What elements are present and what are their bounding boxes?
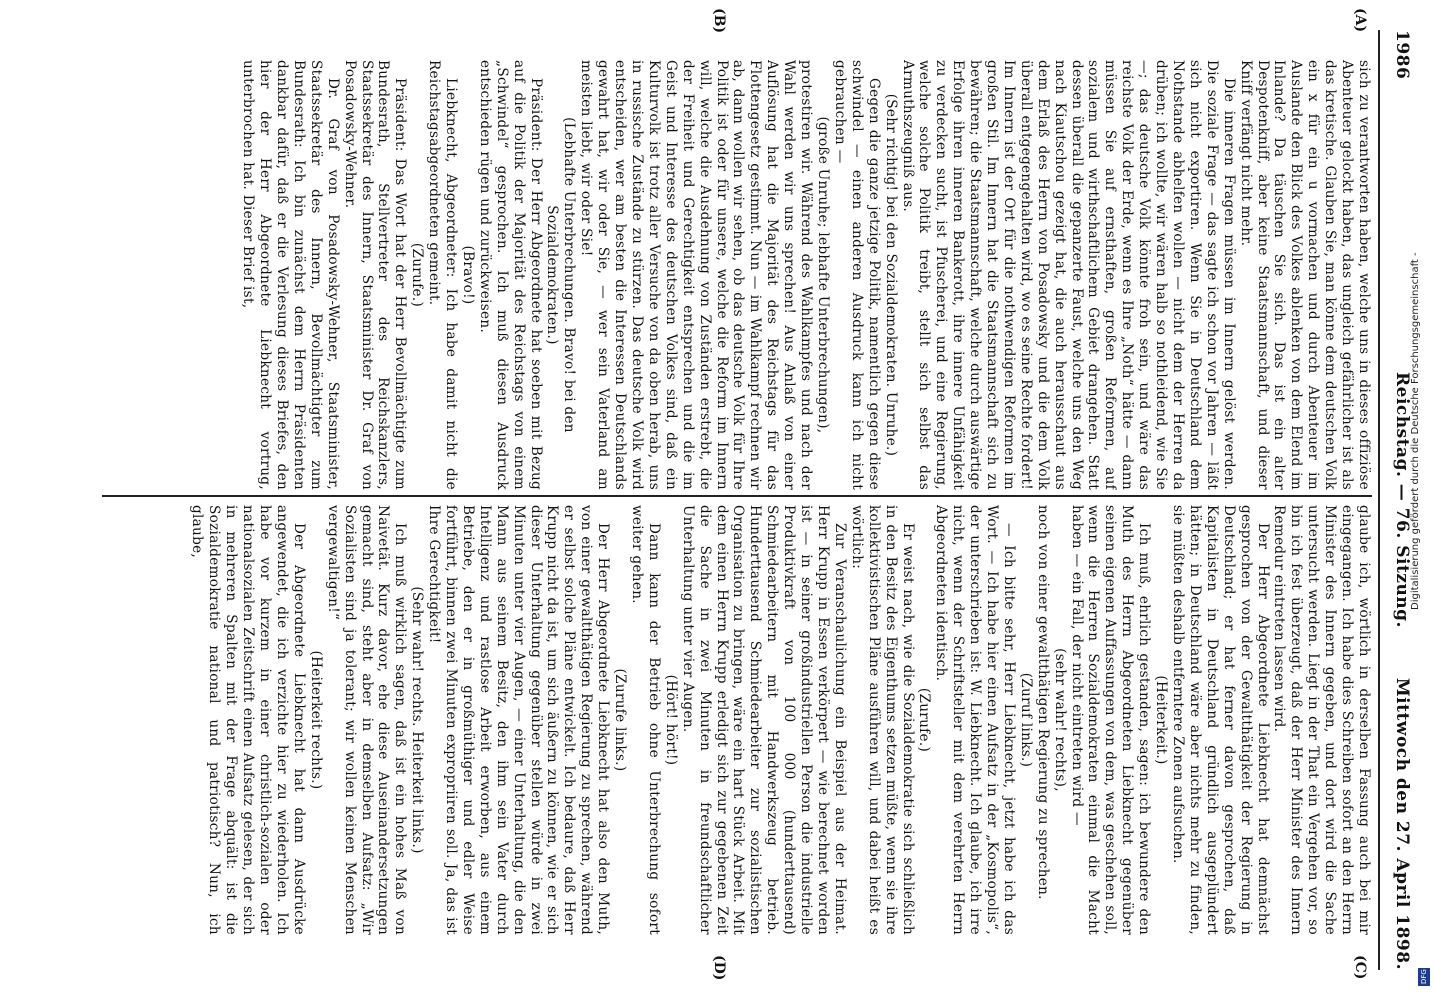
paragraph: glaube ich, wörtlich in derselben Fassung auch bei mir eingegangen. Ich habe dies Schreiben sofort an den Herrn Minister des Innern gegeben, und dort wird die Sache untersucht werden. Liegt in der That ein Vergehen vor, so bin ich fest überzeugt, daß der Herr Minister des Innern Remedur eintreten lassen wird. — [1271, 505, 1372, 935]
interjection: (Lebhafte Unterbrechungen. Bravo! bei den Sozialdemokraten.) — [544, 117, 578, 433]
text-column-left — [102, 60, 1372, 490]
paragraph: Dr. Graf von Posadowsky-Wehner, Staatsminister, Staatssekretär des Innern, Bevollmächtigter zum Bundesrath: Ich bin zunächst dem Herrn Präsidenten dankbar dafür, daß er die Verlesung dieses Briefes, den hier der Herr Abgeordnete Liebknecht vortrug, unterbrochen hat. Dieser Brief ist, — [240, 60, 341, 490]
interjection: (große Unruhe; lebhafte Unterbrechungen), — [815, 116, 831, 434]
margin-mark-c: (C) — [1352, 955, 1368, 980]
paragraph: Ich muß wirklich sagen, daß ist ein hohes Maß von Naivetät. Kurz davor, ehe diese Auseinandersetzungen gemacht sind, steht aber in demselben Aufsatz: „Wir Sozialisten sind ja tolerant; wir wollen keinen Menschen vergewaltigen!“ — [324, 505, 409, 935]
dfg-logo: DFG — [1420, 969, 1428, 985]
paragraph: Er weist nach, wie die Sozialdemokratie sich schließlich in den Besitz des Eigenthums setzen müßte, wenn sie ihre kollektivistischen Pläne ausführen will, und dabei heißt es wörtlich: — [848, 505, 916, 935]
interjection: (Zurufe links.) — [612, 668, 629, 772]
digitization-credit: Digitalisierung gefördert durch die Deutsche Forschungsgemeinschaft - — [1410, 252, 1421, 610]
interjection: (sehr wahr! rechts), — [1051, 648, 1068, 792]
running-header — [1384, 30, 1412, 970]
margin-mark-a: (A) — [1352, 8, 1368, 33]
paragraph: Die inneren Fragen müssen im Innern gelöst werden. Die soziale Frage — das sagte ich schon vor Jahren — läßt sich nicht exportiren. Wenn Sie in Deutschland dem Nothstande abhelfen wollen — nicht dem der Herren da drüben; ich wollte, wir wären halb so nothleidend, wie Sie —; das deutsche Volk könnte froh sein, und wäre das reichste Volk der Erde, wenn es Ihre „Noth“ hätte — dann müssen Sie auf ernsthaften, großen Reformen, auf sozialem und wirthschaftlichem Gebiet drangehen. Statt dessen überall die gepanzerte Faust, welche uns den Weg nach Kiautschou gezeigt hat, die auch herausschaut aus dem Erlaß des Herrn von Posadowsky und die dem Volk überall entgegengehalten wird, wo es seine Rechte fordert! Im Innern ist der Ort für die nothwendigen Reformen im großen Stil. Im Innern hat die Staatsmannschaft sich zu bewähren; die Staatsmannschaft, welche durch auswärtige Erfolge ihren inneren Bankerott, ihre innere Unfähigkeit zu verdecken sucht, ist Pfuscherei, und eine Regierung, welche solche Politik treibt, stellt sich selbst das Armuthszeugniß aus. — [899, 60, 1237, 490]
paragraph: Dann kann der Betrieb ohne Unterbrechung sofort weiter gehen. — [629, 505, 662, 935]
rotated-sheet — [40, 0, 1420, 1000]
paragraph: Gegen die ganze jetzige Politik, namentlich gegen diese schwindel — einen anderen Ausdruck kann ich nicht gebrauchen — — [831, 60, 882, 490]
paragraph: Der Abgeordnete Liebknecht hat dann Ausdrücke angewendet, die ich verzichte hier zu wiederholen. Ich habe vor kurzem in einer christlich-sozialen oder nationalsozialen Zeitschrift einen Aufsatz gelesen, der sich in mehreren Spalten mit der Frage abquält: ist die Sozialdemokratie national und patriotisch? Nun, ich glaube, — [189, 505, 307, 935]
header-title: Reichstag. — 76. Sitzung. — [1392, 372, 1412, 628]
interjection: (Zurufe.) — [409, 242, 426, 308]
header-date: Mittwoch den 27. April 1898. — [1392, 677, 1412, 970]
interjection: (Heiterkeit.) — [1153, 675, 1170, 765]
margin-mark-d: (D) — [711, 955, 727, 981]
text-column-right — [102, 505, 1372, 935]
interjection: (Zuruf links.) — [1017, 672, 1034, 768]
paragraph: Der Herr Abgeordnete Liebknecht hat also den Muth, von einer gewaltthätigen Regierung zu sprechen, während er selbst solche Pläne entwickelt. Ich bedaure, daß Herr Krupp nicht da ist, um sich äußern zu können, wie er sich dieser Unterhaltung gegenüber stellen würde in zwei Minuten unter vier Augen, — einer Unterhaltung, die den Mann aus seinem Besitz, den ihm sein Vater durch Intelligenz und rastlose Arbeit erworben, aus einem Betriebe, den er in großmüthiger und edler Weise fortführt, binnen zwei Minuten expropriiren soll. Ja, das ist Ihre Gerechtigkeit! — [426, 505, 612, 935]
paragraph: Ich muß, ehrlich gestanden, sagen: ich bewundere den Muth des Herrn Abgeordneten Liebknecht gegenüber seinen eigenen Auffassungen von dem, was geschehen soll, wenn die Herren Sozialdemokraten einmal die Macht haben — ein Fall, der nicht eintreten wird — — [1068, 505, 1153, 935]
paragraph: Präsident: Der Herr Abgeordnete hat soeben mit Bezug auf die Politik der Majorität des Reichstags von einem „Schwindel“ gesprochen. Ich muß diesen Ausdruck entschieden rügen und zurückweisen. — [476, 60, 544, 490]
column-divider — [102, 495, 1372, 497]
paragraph: noch von einer gewaltthätigen Regierung zu sprechen. — [1034, 505, 1051, 900]
page-number: 1986 — [1392, 30, 1412, 80]
paragraph: Liebknecht, Abgeordneter: Ich habe damit nicht die Reichstagsabgeordneten gemeint. — [426, 60, 460, 490]
interjection: (Heiterkeit rechts.) — [307, 650, 324, 790]
paragraph: sich zu verantworten haben, welche uns in dieses offiziöse Abenteuer gelockt haben, das ungleich gefährlicher ist als das kretische. Glauben Sie, man könne dem deutschen Volk ein x für ein u vormachen und durch Abenteuer im Auslande den Blick des Volkes ablenken von dem Elend im Inlande? Da täuschen Sie sich. Das ist ein alter Despotenkniff, aber keine Staatsmannschaft, und dieser Kniff verfängt nicht mehr. — [1237, 60, 1372, 490]
paragraph: protestiren wir. Während des Wahlkampfes und nach der Wahl werden wir uns sprechen! Aus Anlaß von einer Auflösung hat die Majorität des Reichstags für das Flottengesetz gestimmt. Nun — im Wahlkampf rechnen wir ab, dann wollen wir sehen, ob das deutsche Volk für Ihre Politik ist oder für unsere, welche die Reform im Innern will, welche die Ausdehnung von Zuständen erstrebt, die der Freiheit und Gerechtigkeit entsprechen und die im Geist und Interesse des deutschen Volkes sind, daß ein Kulturvolk ist trotz aller Versuche von da oben herab, uns in russische Zustände zu stürzen. Das deutsche Volk wird entscheiden, wer am besten die Interessen Deutschlands gewahrt hat, wir oder Sie, — wer sein Vaterland am meisten liebt, wir oder Sie! — [578, 60, 815, 490]
interjection: (Hört! hört!) — [662, 674, 679, 766]
interjection: (Zurufe.) — [916, 687, 933, 753]
paragraph: Präsident: Das Wort hat der Herr Bevollmächtigte zum Bundesrath, Stellvertreter des Reichskanzlers, Staatssekretär des Innern, Staatsminister Dr. Graf von Posadowsky-Wehner. — [341, 60, 409, 490]
paragraph: Der Herr Abgeordnete Liebknecht hat demnächst gesprochen von der Gewaltthätigkeit der Regierung in Deutschland; er hat ferner davon gesprochen, daß Kapitalisten in Deutschland gründlich ausgeplündert hätten; in Deutschland wäre aber nichts mehr zu finden, sie müßten deshalb entferntere Zonen aufsuchen. — [1170, 505, 1271, 935]
margin-mark-b: (B) — [711, 8, 727, 34]
interjection: (Sehr richtig! bei den Sozialdemokraten. Unruhe.) — [882, 93, 899, 457]
interjection: (Bravo!) — [459, 245, 476, 305]
quotation: Zur Veranschaulichung ein Beispiel aus der Heimat. Herr Krupp in Essen verkörpert — wie berechnet worden ist — in seiner großindustriellen Person die industrielle Produktivkraft von 100 000 (hunderttausend) Schmiedearbeitern mit Handwerkszeug betrieb. Hunderttausend Schmiedearbeiter zur sozialistischen Organisation zu bringen, wäre ein hart Stück Arbeit. Mit dem einen Herrn Krupp erledigt sich zur gegebenen Zeit die Sache in zwei Minuten in freundschaftlicher Unterhaltung unter vier Augen. — [679, 505, 848, 935]
header-rule — [1378, 30, 1380, 970]
paragraph: — Ich bitte sehr, Herr Liebknecht, jetzt habe ich das Wort. — Ich habe hier einen Aufsatz in der „Kosmopolis“, der unterschrieben ist: W. Liebknecht. Ich glaube, ich irre nicht, wenn der Schriftsteller mit dem verehrten Herrn Abgeordneten identisch. — [933, 505, 1017, 935]
interjection: (Sehr wahr! rechts. Heiterkeit links.) — [409, 586, 426, 854]
